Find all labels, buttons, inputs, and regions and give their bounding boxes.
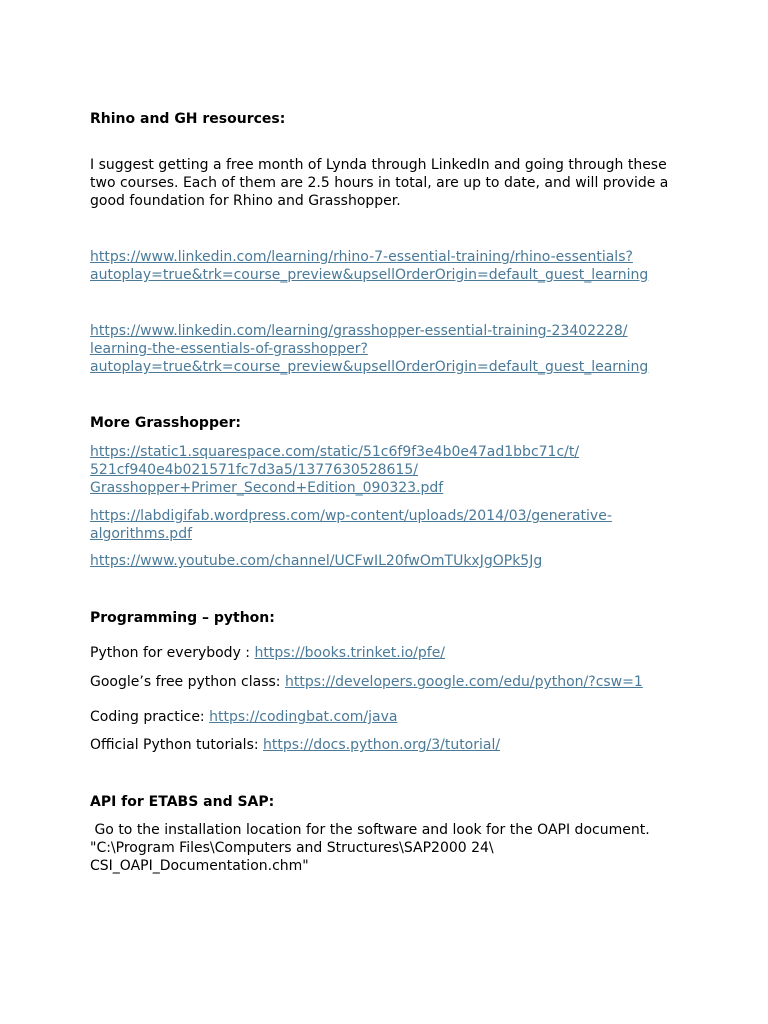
google-python-class-item — [90, 673, 680, 691]
youtube-channel-link[interactable]: https://www.youtube.com/channel/UCFwIL20fwOmTUkxJgOPk5Jg — [90, 553, 543, 569]
python-for-everybody-item — [90, 644, 680, 662]
rhino-intro-line: good foundation for Rhino and Grasshopper. — [90, 193, 401, 209]
youtube-channel-link-paragraph — [90, 552, 680, 570]
generative-algorithms-link[interactable] — [90, 508, 612, 542]
link-text-line: Grasshopper+Primer_Second+Edition_090323.pdf — [90, 480, 444, 496]
api-instructions-paragraph — [90, 821, 680, 875]
coding-practice-link[interactable]: https://codingbat.com/java — [209, 709, 398, 725]
link-text-line: https://www.linkedin.com/learning/grasshopper-essential-training-23402228/ — [90, 323, 628, 339]
grasshopper-course-link-paragraph — [90, 322, 680, 376]
api-instruction-line: Go to the installation location for the software and look for the OAPI document. — [90, 822, 650, 838]
link-text-line: https://www.linkedin.com/learning/rhino-7-essential-training/rhino-essentials? — [90, 249, 633, 265]
heading-programming-python: Programming – python: — [90, 610, 275, 626]
link-text-line: autoplay=true&trk=course_preview&upsellOrderOrigin=default_guest_learning — [90, 267, 649, 283]
google-python-class-link[interactable]: https://developers.google.com/edu/python/?csw=1 — [284, 674, 643, 690]
grasshopper-essentials-course-link[interactable] — [90, 323, 648, 375]
grasshopper-primer-link[interactable] — [90, 444, 579, 496]
python-for-everybody-link[interactable]: https://books.trinket.io/pfe/ — [254, 645, 446, 661]
link-text-line: 521cf940e4b021571fc7d3a5/1377630528615/ — [90, 462, 418, 478]
official-python-tutorials-item — [90, 736, 680, 754]
heading-api-etabs-sap: API for ETABS and SAP: — [90, 794, 275, 810]
coding-practice-item — [90, 708, 680, 726]
item-label: Python for everybody : — [90, 645, 255, 661]
api-path-line: "C:\Program Files\Computers and Structures\SAP2000 24\ — [90, 840, 494, 856]
heading-more-grasshopper: More Grasshopper: — [90, 415, 241, 431]
item-label: Google’s free python class: — [90, 674, 285, 690]
rhino-essentials-course-link[interactable] — [90, 249, 648, 283]
rhino-course-link-paragraph — [90, 248, 680, 284]
rhino-intro-paragraph — [90, 156, 680, 210]
api-path-line: CSI_OAPI_Documentation.chm" — [90, 858, 309, 874]
link-text-line: https://static1.squarespace.com/static/51c6f9f3e4b0e47ad1bbc71c/t/ — [90, 444, 580, 460]
item-label: Official Python tutorials: — [90, 737, 264, 753]
rhino-intro-line: two courses. Each of them are 2.5 hours in total, are up to date, and will provide a — [90, 175, 669, 191]
link-text-line: algorithms.pdf — [90, 526, 193, 542]
rhino-intro-line: I suggest getting a free month of Lynda through LinkedIn and going through these — [90, 157, 667, 173]
link-text-line: autoplay=true&trk=course_preview&upsellOrderOrigin=default_guest_learning — [90, 359, 649, 375]
link-text-line: learning-the-essentials-of-grasshopper? — [90, 341, 368, 357]
link-text-line: https://labdigifab.wordpress.com/wp-content/uploads/2014/03/generative- — [90, 508, 612, 524]
generative-algorithms-link-paragraph — [90, 507, 680, 543]
heading-rhino-gh-resources: Rhino and GH resources: — [90, 111, 286, 127]
grasshopper-primer-link-paragraph — [90, 443, 680, 497]
official-python-tutorials-link[interactable]: https://docs.python.org/3/tutorial/ — [263, 737, 501, 753]
item-label: Coding practice: — [90, 709, 210, 725]
